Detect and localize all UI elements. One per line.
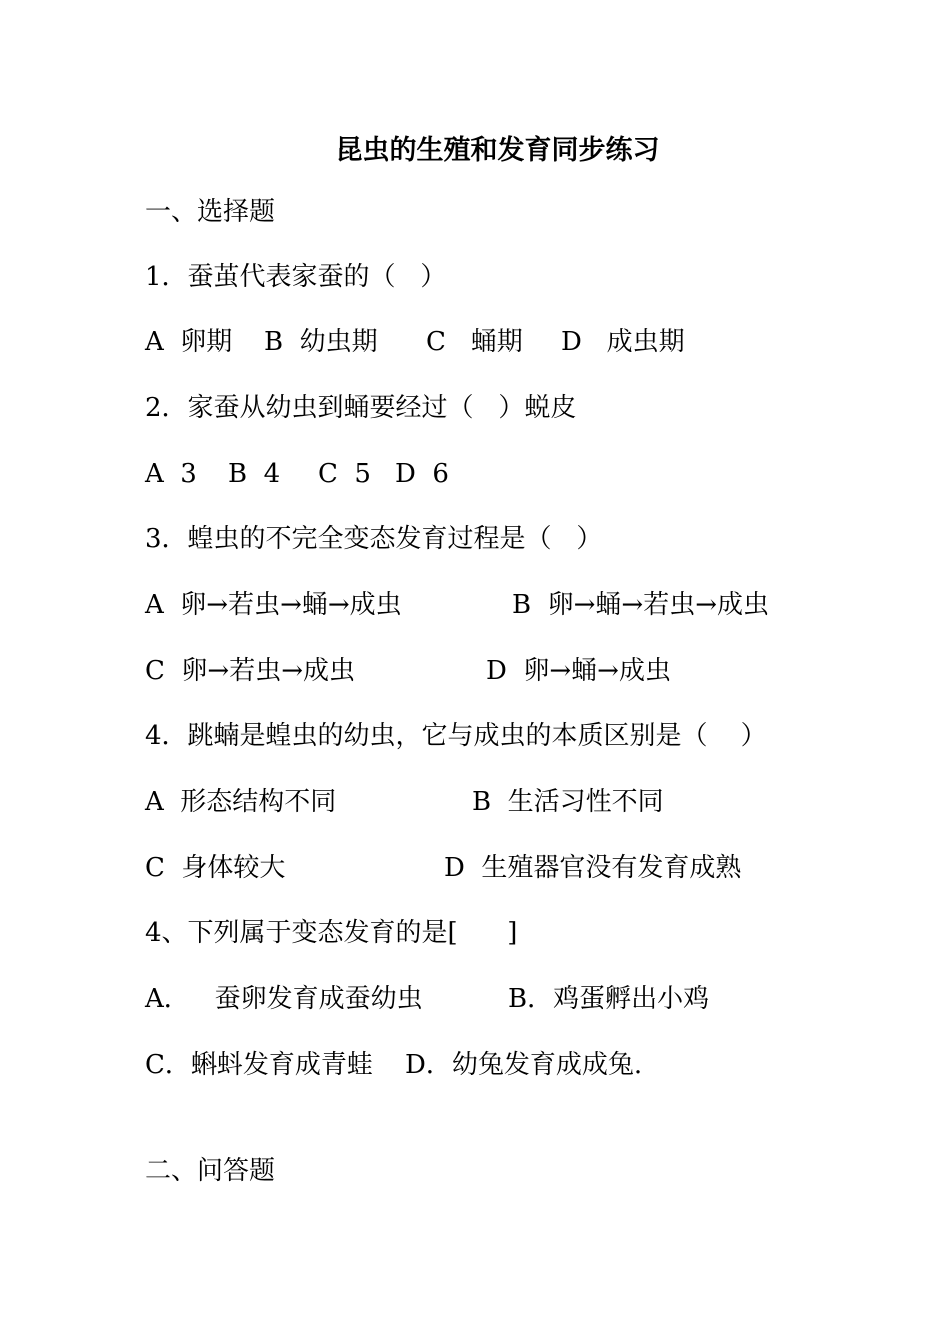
question-1-option-c: C 蛹期 [426, 327, 523, 357]
question-5-option-d: D．幼兔发育成成兔. [405, 1050, 643, 1080]
question-3-option-c: C 卵→若虫→成虫 [145, 656, 355, 686]
question-2-option-b: B 4 [228, 459, 281, 489]
question-2-option-a: A 3 [145, 459, 197, 489]
question-4-option-a: A 形态结构不同 [145, 787, 337, 817]
question-3-stem: 3．蝗虫的不完全变态发育过程是（ ） [145, 524, 603, 554]
question-3-option-d: D 卵→蛹→成虫 [486, 656, 671, 686]
section-heading-qa: 二、问答题 [145, 1156, 276, 1186]
question-5-option-b: B．鸡蛋孵出小鸡 [508, 984, 710, 1014]
question-5-stem: 4、下列属于变态发育的是[ ] [145, 918, 518, 948]
question-2-option-d: D 6 [395, 459, 449, 489]
question-4-option-c: C 身体较大 [145, 853, 286, 883]
question-1-option-d: D 成虫期 [561, 327, 685, 357]
question-5-option-c: C．蝌蚪发育成青蛙 [145, 1050, 373, 1080]
question-1-stem: 1．蚕茧代表家蚕的（ ） [145, 262, 447, 292]
section-heading-choice: 一、选择题 [145, 197, 276, 227]
question-4-option-d: D 生殖器官没有发育成熟 [444, 853, 742, 883]
question-4-stem: 4．跳蝻是蝗虫的幼虫，它与成虫的本质区别是（ ） [145, 721, 767, 751]
question-1-option-b: B 幼虫期 [264, 327, 378, 357]
question-3-option-a: A 卵→若虫→蛹→成虫 [145, 590, 402, 620]
question-1-option-a: A 卵期 [145, 327, 233, 357]
question-4-option-b: B 生活习性不同 [472, 787, 664, 817]
page-title: 昆虫的生殖和发育同步练习 [335, 135, 660, 166]
question-2-stem: 2．家蚕从幼虫到蛹要经过（ ）蜕皮 [145, 393, 577, 423]
question-2-option-c: C 5 [318, 459, 371, 489]
question-3-option-b: B 卵→蛹→若虫→成虫 [512, 590, 769, 620]
question-5-option-a: A． 蚕卵发育成蚕幼虫 [145, 984, 423, 1014]
